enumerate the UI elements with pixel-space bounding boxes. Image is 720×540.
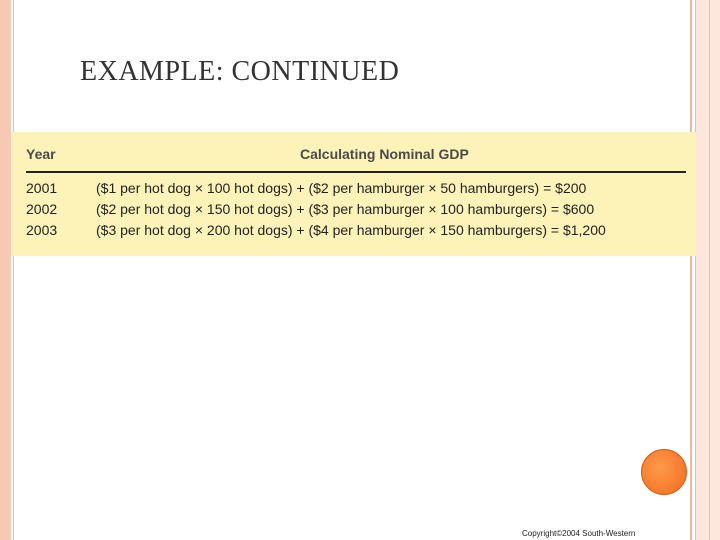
right-frame-line bbox=[695, 0, 696, 540]
table-header-divider bbox=[26, 171, 686, 173]
row-calculation: ($1 per hot dog × 100 hot dogs) + ($2 per hamburger × 50 hamburgers) = $200 bbox=[96, 180, 587, 196]
orange-circle-decoration bbox=[641, 449, 687, 495]
row-year: 2002 bbox=[26, 201, 58, 217]
table-header-year: Year bbox=[26, 146, 56, 162]
row-year: 2001 bbox=[26, 180, 58, 196]
row-calculation: ($2 per hot dog × 150 hot dogs) + ($3 per hamburger × 100 hamburgers) = $600 bbox=[96, 201, 595, 217]
row-calculation: ($3 per hot dog × 200 hot dogs) + ($4 per hamburger × 150 hamburgers) = $1,200 bbox=[96, 222, 606, 238]
row-year: 2003 bbox=[26, 222, 58, 238]
table-header-calculation: Calculating Nominal GDP bbox=[300, 146, 469, 162]
slide-title: EXAMPLE: CONTINUED bbox=[80, 56, 400, 87]
right-frame-line bbox=[690, 0, 692, 540]
right-frame-line bbox=[709, 0, 710, 540]
left-frame-band bbox=[0, 0, 11, 540]
copyright-notice: Copyright©2004 South-Western bbox=[522, 529, 636, 538]
right-frame-band bbox=[696, 0, 720, 540]
left-frame-line bbox=[13, 0, 14, 540]
